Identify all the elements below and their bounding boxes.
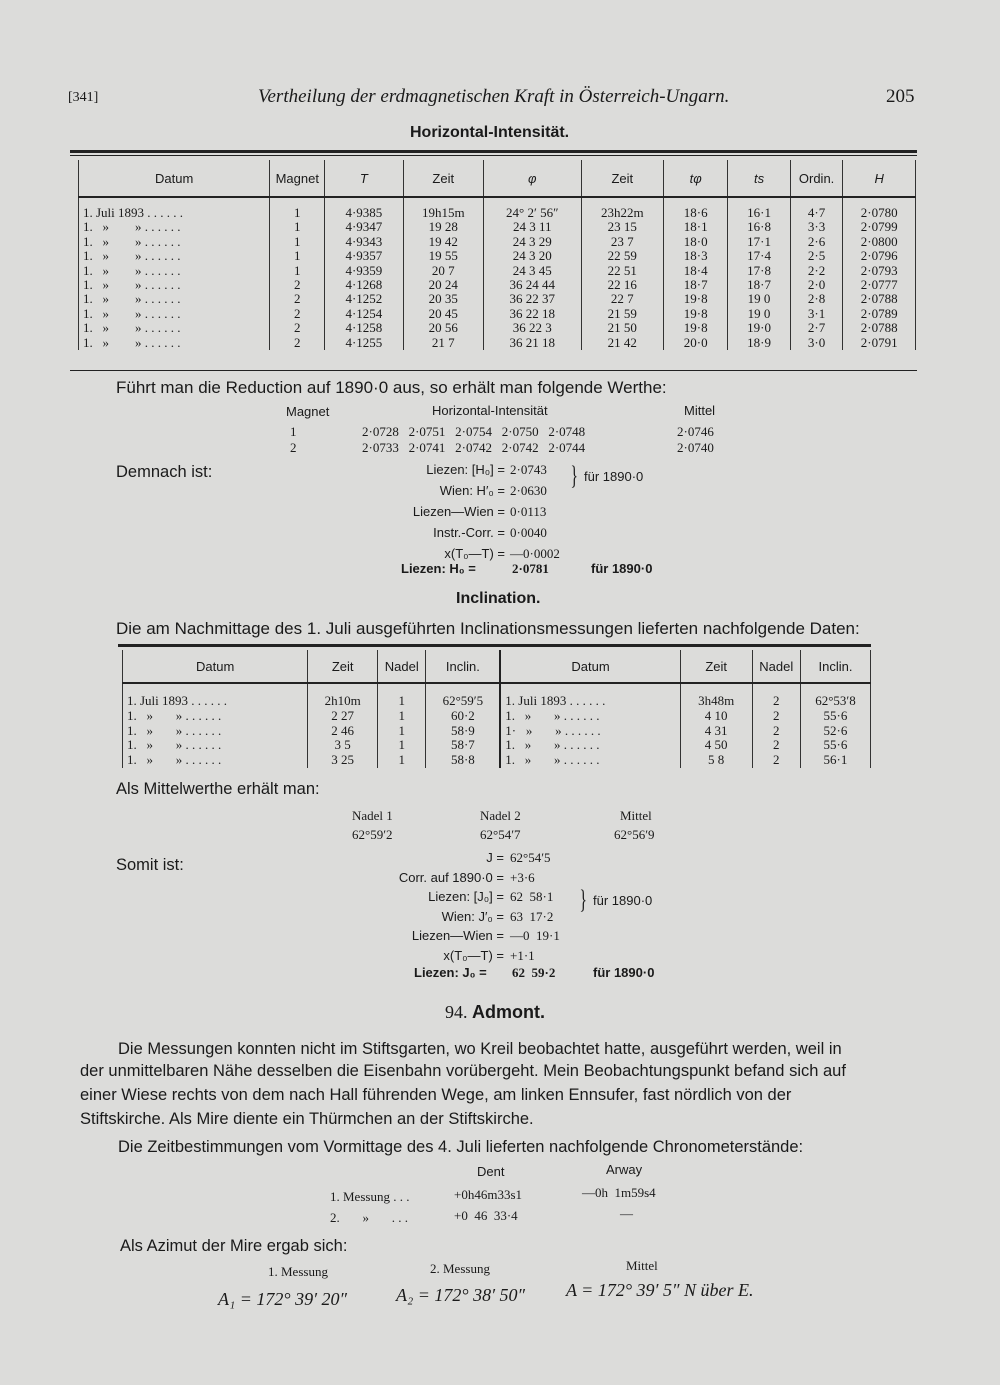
table-cell: 19·8 [663,292,727,306]
table2-cell: 58·9 [426,724,500,739]
table-cell: 4·1258 [325,321,403,335]
paragraph-line: der unmittelbaren Nähe desselben die Eisenbahn vorübergeht. Mein Beobachtungspunkt befand sich auf [80,1062,846,1080]
col2-inclin-right: Inclin. [800,650,870,683]
table-cell: 2·0793 [843,264,916,278]
reduction-head-magnet: Magnet [286,404,330,419]
table-cell: 22 59 [581,249,663,263]
col2-datum: Datum [123,650,308,683]
table2-cell: 52·6 [800,724,870,739]
calc-value: 2·0743 [510,462,547,477]
table-cell: 18·4 [663,264,727,278]
table2-cell: 1. » » . . . . . . [500,738,680,753]
table-cell: 4·1252 [325,292,403,306]
table-cell: 21 50 [581,321,663,335]
table-cell: 19 55 [403,249,483,263]
chrono-arway-1: —0h 1m59s4 [582,1185,656,1200]
section-number [445,1002,545,1023]
table-cell: 4·9343 [325,235,403,249]
table-row [79,336,916,350]
table-cell: 16·8 [728,220,790,234]
table-cell: 24° 2′ 56″ [483,206,581,220]
table-cell: 1. » » . . . . . . [79,336,270,350]
reduction-magnet-1: 1 [290,424,297,439]
table-pad-row [79,197,916,206]
table2-cell: 62°59′5 [426,694,500,709]
inclination-table [122,650,871,768]
calc-value: 62 58·1 [510,889,554,905]
col-phi: φ [483,160,581,197]
calc-label: x(T₀—T) = [443,948,504,963]
brace-1: } [570,461,578,490]
table-cell: 18·9 [728,336,790,350]
table-cell: 24 3 45 [483,264,581,278]
col2-inclin: Inclin. [426,650,500,683]
calc-label: Corr. auf 1890·0 = [398,869,504,885]
result-label-h: Liezen: H₀ = [401,561,476,576]
table2-row [123,694,871,709]
table-cell: 18·6 [663,206,727,220]
table2-cell: 1. Juli 1893 . . . . . . [500,694,680,709]
table-cell: 2·0788 [843,292,916,306]
calc-value: —0·0002 [510,546,560,561]
table2-cell: 1 [378,694,426,709]
section-title-admont: Admont. [472,1002,545,1022]
table-row [79,264,916,278]
calc-value: +3·6 [510,869,535,885]
table-cell: 2 [270,278,325,292]
azimut-head-2: 2. Messung [430,1261,490,1276]
table-cell: 16·1 [728,206,790,220]
brace-note-1: für 1890·0 [584,469,644,484]
table-cell: 20 45 [403,307,483,321]
table-cell: 18·7 [663,278,727,292]
table2-cell: 1. » » . . . . . . [123,738,308,753]
calc-label: Liezen: [J₀] = [428,889,504,905]
table-cell: 22 7 [581,292,663,306]
table-cell: 22 16 [581,278,663,292]
col-t: T [325,160,403,197]
table-cell: 1 [270,206,325,220]
table-cell: 1. » » . . . . . . [79,278,270,292]
table-bottom-rule [70,370,917,371]
table-cell: 2 [270,307,325,321]
table-cell: 1. » » . . . . . . [79,264,270,278]
table-cell: 2·8 [790,292,843,306]
calc-label: Liezen—Wien = [412,504,505,519]
calc-label: J = [486,850,504,865]
running-title: Vertheilung der erdmagnetischen Kraft in Österreich-Ungarn. [258,86,730,107]
table-cell: 3·3 [790,220,843,234]
table-cell: 1. Juli 1893 . . . . . . [79,206,270,220]
table-cell: 1. » » . . . . . . [79,235,270,249]
table2-cell: 1. » » . . . . . . [500,753,680,768]
table-cell: 2·5 [790,249,843,263]
table-cell: 2·6 [790,235,843,249]
chrono-dent-2: +0 46 33·4 [454,1208,518,1223]
table-cell: 2·0788 [843,321,916,335]
inclination-intro: Die am Nachmittage des 1. Juli ausgeführten Inclinationsmessungen lieferten nachfolgende Daten: [116,619,860,638]
calc-value: 63 17·2 [510,908,554,924]
table-cell: 1 [270,264,325,278]
table-cell: 20 24 [403,278,483,292]
table-cell: 2·0789 [843,307,916,321]
somit-label: Somit ist: [116,856,184,874]
table-cell: 18·7 [728,278,790,292]
table2-cell: 4 10 [680,709,752,724]
brace-note-2: für 1890·0 [593,893,653,908]
table-cell: 19 42 [403,235,483,249]
table-cell: 19 0 [728,307,790,321]
page-ref: [341] [68,90,99,105]
table-cell: 21 59 [581,307,663,321]
col-datum: Datum [79,160,270,197]
table-cell: 2·2 [790,264,843,278]
demnach-label: Demnach ist: [116,463,213,481]
table-cell: 23h22m [581,206,663,220]
col-zeit-2: Zeit [581,160,663,197]
table2-cell: 1· » » . . . . . . [500,724,680,739]
table-row [79,307,916,321]
chrono-head-dent: Dent [477,1164,505,1179]
table2-cell: 5 8 [680,753,752,768]
table-cell: 1. » » . . . . . . [79,321,270,335]
mittel-value-nadel1: 62°59′2 [352,827,393,842]
azimut-value-3: A = 172° 39′ 5″ N über E. [566,1280,754,1300]
table2-cell: 1 [378,753,426,768]
table-cell: 22 51 [581,264,663,278]
reduction-text: Führt man die Reduction auf 1890·0 aus, so erhält man folgende Werthe: [116,378,667,397]
table-row [79,249,916,263]
table-cell: 18·0 [663,235,727,249]
table-cell: 36 22 18 [483,307,581,321]
calc-value: +1·1 [510,948,535,963]
table2-cell: 55·6 [800,709,870,724]
reduction-values-2: 2·0733 2·0741 2·0742 2·0742 2·0744 [362,440,586,455]
table2-cell: 58·7 [426,738,500,753]
table2-cell: 2 [752,694,800,709]
result-label-j: Liezen: J₀ = [414,965,487,980]
chrono-head-arway: Arway [606,1162,643,1177]
paragraph-line: einer Wiese rechts von dem nach Hall führenden Wege, am linken Ennsufer, fast nördlich von der [80,1086,792,1104]
table-cell: 1. » » . . . . . . [79,292,270,306]
table-cell: 4·9359 [325,264,403,278]
table-row [79,220,916,234]
table-cell: 19h15m [403,206,483,220]
table-cell: 19·0 [728,321,790,335]
table2-cell: 2 27 [308,709,378,724]
table2-cell: 1 [378,709,426,724]
mittel-label-mittel: Mittel [620,808,652,823]
calc-value: 2·0630 [510,483,547,498]
table-cell: 36 22 37 [483,292,581,306]
col2-zeit-right: Zeit [680,650,752,683]
paragraph-line: Die Messungen konnten nicht im Stiftsgarten, wo Kreil beobachtet hatte, ausgeführt werden, weil in [118,1040,842,1058]
table2-row [123,753,871,768]
calc-label: Wien: H′₀ = [439,483,505,498]
table-cell: 23 15 [581,220,663,234]
chrono-arway-2: — [620,1206,633,1221]
table-row [79,278,916,292]
table-cell: 1. » » . . . . . . [79,220,270,234]
mittel-label-nadel2: Nadel 2 [480,808,521,823]
table-row [79,292,916,306]
mittel-value-nadel2: 62°54′7 [480,827,521,842]
table-cell: 19 0 [728,292,790,306]
paragraph-line: Stiftskirche. Als Mire diente ein Thürmchen an der Stiftskirche. [80,1110,534,1128]
table-row [79,206,916,220]
reduction-head-hi: Horizontal-Intensität [432,403,548,418]
table2-cell: 4 50 [680,738,752,753]
table-cell: 2 [270,292,325,306]
azimut-value-2: A₂ = 172° 38′ 50″ [396,1285,526,1305]
table-cell: 21 42 [581,336,663,350]
table-cell: 1 [270,249,325,263]
reduction-mittel-2: 2·0740 [677,440,714,455]
table-cell: 2·0800 [843,235,916,249]
table-cell: 36 24 44 [483,278,581,292]
calc-label: Liezen—Wien = [411,928,504,944]
table-cell: 24 3 20 [483,249,581,263]
table-cell: 1 [270,220,325,234]
table2-cell: 2 46 [308,724,378,739]
col-t-phi: tφ [663,160,727,197]
col-t-s: ts [728,160,790,197]
table-cell: 4·9357 [325,249,403,263]
mittel-label-nadel1: Nadel 1 [352,808,393,823]
table-cell: 1. » » . . . . . . [79,249,270,263]
table2-cell: 2 [752,753,800,768]
table-row [79,321,916,335]
table-row [79,235,916,249]
table-cell: 2 [270,336,325,350]
table-cell: 24 3 11 [483,220,581,234]
col-h: H [843,160,916,197]
col2-nadel-right: Nadel [752,650,800,683]
section-title-inclination: Inclination. [456,590,541,607]
result-note-j: für 1890·0 [593,965,655,980]
section-number-text: 94. [445,1002,468,1022]
azimut-head-3: Mittel [626,1258,658,1273]
table-top-rule [70,150,917,153]
table2-pad-row [123,683,871,694]
table2-cell: 1 [378,738,426,753]
table-cell: 2·0791 [843,336,916,350]
table-cell: 19 28 [403,220,483,234]
table2-row [123,709,871,724]
calc-value: 62°54′5 [510,850,551,865]
table-cell: 4·9385 [325,206,403,220]
table2-cell: 3 5 [308,738,378,753]
table-cell: 17·1 [728,235,790,249]
azimut-text: Als Azimut der Mire ergab sich: [120,1237,348,1255]
table-cell: 20 56 [403,321,483,335]
reduction-head-mittel: Mittel [684,403,716,418]
calc-label: x(T₀—T) = [444,546,505,561]
table-cell: 20 7 [403,264,483,278]
table2-cell: 58·8 [426,753,500,768]
table-cell: 17·8 [728,264,790,278]
table-top-rule-thin [70,155,917,156]
table-cell: 2·0796 [843,249,916,263]
table-cell: 2·0777 [843,278,916,292]
col2-zeit: Zeit [308,650,378,683]
table-cell: 4·1268 [325,278,403,292]
section-title-horizontal: Horizontal-Intensität. [410,124,570,141]
page-number: 205 [886,86,915,107]
table-cell: 36 22 3 [483,321,581,335]
table2-cell: 1 [378,724,426,739]
table-cell: 18·1 [663,220,727,234]
col2-datum-right: Datum [500,650,680,683]
azimut-head-1: 1. Messung [268,1264,328,1279]
table2-row [123,724,871,739]
table2-cell: 2 [752,709,800,724]
chrono-dent-1: +0h46m33s1 [454,1187,523,1202]
table2-cell: 4 31 [680,724,752,739]
table-cell: 36 21 18 [483,336,581,350]
mittel-value-mittel: 62°56′9 [614,827,655,842]
calc-label: Instr.-Corr. = [433,525,505,540]
table2-cell: 1. » » . . . . . . [123,724,308,739]
zeit-text: Die Zeitbestimmungen vom Vormittage des 4. Juli lieferten nachfolgende Chronometerstände: [118,1138,804,1156]
table2-cell: 2h10m [308,694,378,709]
table2-cell: 1. » » . . . . . . [500,709,680,724]
table2-top-rule [118,644,871,647]
table2-cell: 62°53′8 [800,694,870,709]
calc-value: —0 19·1 [510,928,560,944]
table-cell: 2·0 [790,278,843,292]
table2-cell: 3h48m [680,694,752,709]
table-header-row [79,160,916,197]
table-cell: 24 3 29 [483,235,581,249]
table-cell: 1. » » . . . . . . [79,307,270,321]
table-cell: 23 7 [581,235,663,249]
reduction-mittel-1: 2·0746 [677,424,714,439]
reduction-magnet-2: 2 [290,440,297,455]
table-cell: 4·7 [790,206,843,220]
col2-nadel: Nadel [378,650,426,683]
table-cell: 2 [270,321,325,335]
reduction-values-1: 2·0728 2·0751 2·0754 2·0750 2·0748 [362,424,586,439]
table2-cell: 1. » » . . . . . . [123,709,308,724]
col-ordin: Ordin. [790,160,843,197]
table2-cell: 1. Juli 1893 . . . . . . [123,694,308,709]
result-value-h: 2·0781 [512,561,549,576]
calc-label: Wien: J′₀ = [441,908,504,924]
table-cell: 2·0799 [843,220,916,234]
table-cell: 3·1 [790,307,843,321]
calc-value: 0·0113 [510,504,547,519]
table-cell: 2·0780 [843,206,916,220]
table-cell: 4·9347 [325,220,403,234]
table-cell: 4·1255 [325,336,403,350]
brace-2: } [579,885,587,914]
chrono-label-1: 1. Messung . . . [330,1189,410,1204]
calc-label: Liezen: [H₀] = [426,462,505,477]
table-cell: 4·1254 [325,307,403,321]
table-cell: 2·7 [790,321,843,335]
table-cell: 20·0 [663,336,727,350]
table2-cell: 55·6 [800,738,870,753]
table2-cell: 3 25 [308,753,378,768]
table2-cell: 1. » » . . . . . . [123,753,308,768]
table2-cell: 2 [752,738,800,753]
horizontal-intensity-table [78,160,916,350]
table2-cell: 56·1 [800,753,870,768]
table-cell: 19·8 [663,321,727,335]
result-value-j: 62 59·2 [512,965,556,980]
chrono-label-2: 2. » . . . [330,1210,408,1225]
mittel-text: Als Mittelwerthe erhält man: [116,780,320,798]
calc-value: 0·0040 [510,525,547,540]
col-zeit: Zeit [403,160,483,197]
table-cell: 17·4 [728,249,790,263]
table2-row [123,738,871,753]
table-cell: 18·3 [663,249,727,263]
table-cell: 21 7 [403,336,483,350]
table-cell: 19·8 [663,307,727,321]
table-cell: 3·0 [790,336,843,350]
table2-cell: 2 [752,724,800,739]
result-note-h: für 1890·0 [591,561,653,576]
table-cell: 20 35 [403,292,483,306]
table2-header-row [123,650,871,683]
table-cell: 1 [270,235,325,249]
table2-cell: 60·2 [426,709,500,724]
col-magnet: Magnet [270,160,325,197]
azimut-value-1: A₁ = 172° 39′ 20″ [218,1289,348,1309]
